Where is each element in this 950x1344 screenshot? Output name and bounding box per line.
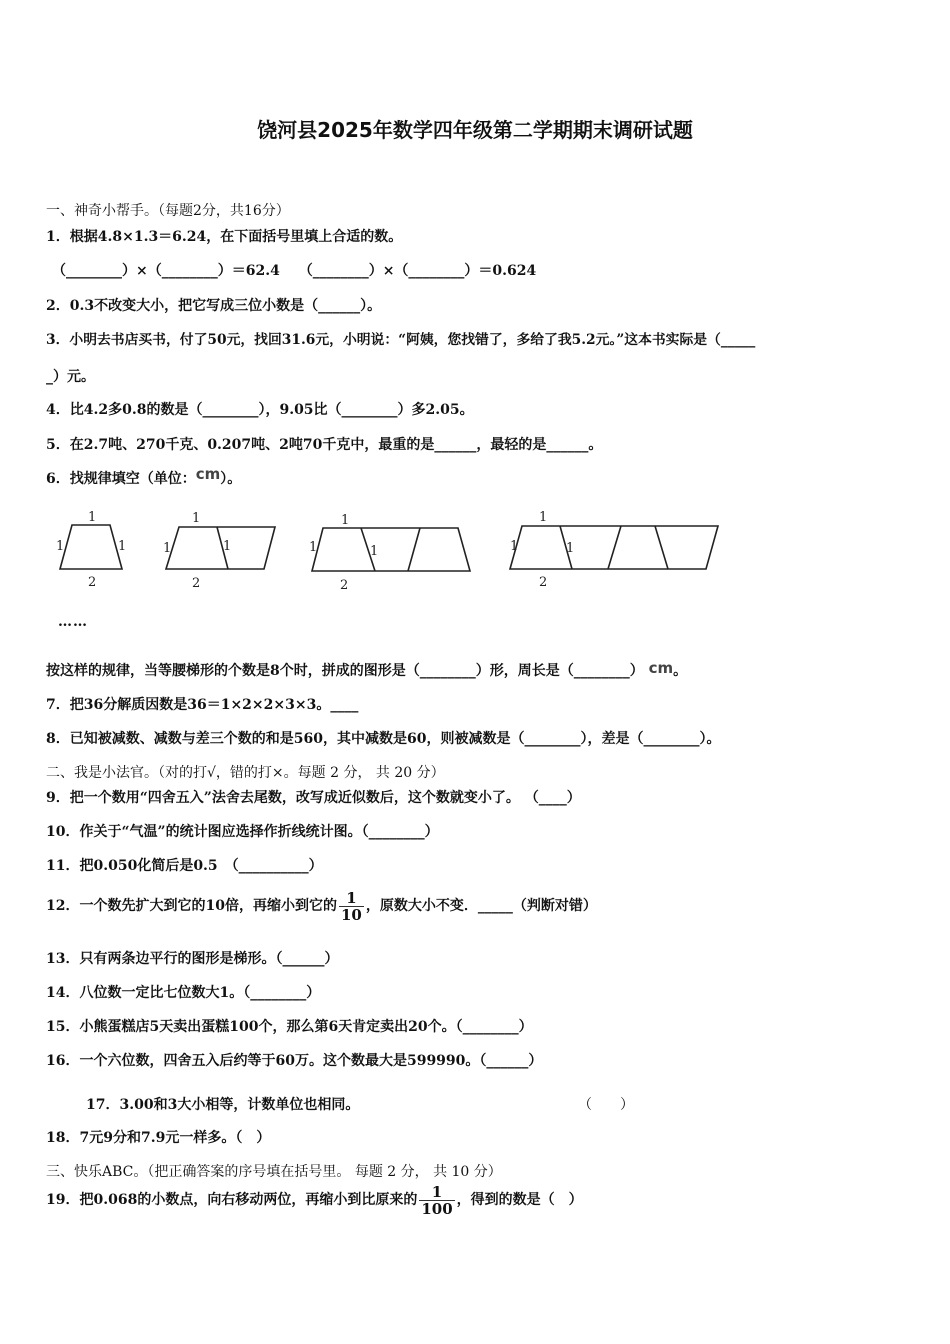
question-19 — [46, 1180, 583, 1220]
question-17-answer-paren: （ ） — [578, 1097, 634, 1113]
question-7: 7．把36分解质因数是36＝1×2×2×3×3。____ — [46, 697, 359, 713]
question-13: 13．只有两条边平行的图形是梯形。（______） — [46, 951, 339, 967]
trapezoid-figure-3 — [312, 528, 470, 571]
trapezoid-pattern-figure — [50, 505, 730, 600]
trapezoid-figure-2 — [166, 527, 275, 569]
label-top-1: 1 — [88, 510, 97, 525]
question-16: 16．一个六位数，四舍五入后约等于60万。这个数最大是599990。（______） — [46, 1053, 543, 1069]
label-bottom-3: 2 — [340, 578, 349, 593]
label-bottom-4: 2 — [539, 575, 548, 590]
question-4: 4．比4.2多0.8的数是（________），9.05比（________）多2.05。 — [46, 402, 474, 418]
continuation-dots: …… — [58, 614, 88, 630]
label-side-4b: 1 — [566, 541, 575, 556]
question-6-follow-up-text: 按这样的规律，当等腰梯形的个数是8个时，拼成的图形是（________）形，周长是（________） — [46, 663, 644, 679]
trapezoid-figure-4 — [510, 526, 718, 569]
question-6-text: 6．找规律填空（单位： — [46, 471, 196, 487]
question-12 — [46, 886, 597, 926]
question-2: 2．0.3不改变大小，把它写成三位小数是（______）。 — [46, 298, 382, 314]
page-title: 饶河县2025年数学四年级第二学期期末调研试题 — [257, 118, 693, 142]
fraction-denominator: 10 — [340, 905, 362, 924]
label-side-1a: 1 — [56, 539, 65, 554]
section-heading-3: 三、快乐ABC。（把正确答案的序号填在括号里。 每题 2 分， 共 10 分） — [46, 1164, 502, 1180]
section-heading-1: 一、神奇小帮手。（每题2分，共16分） — [46, 203, 290, 219]
question-19-end: ，得到的数是（ ） — [456, 1192, 583, 1208]
label-top-4: 1 — [539, 510, 548, 525]
question-1-blanks: （________）×（________）＝62.4 （________）×（________）＝0.624 — [52, 263, 537, 279]
question-12-end: ，原数大小不变．_____（判断对错） — [365, 898, 597, 914]
question-15: 15．小熊蛋糕店5天卖出蛋糕100个，那么第6天肯定卖出20个。（________） — [46, 1019, 533, 1035]
question-6-follow-up — [46, 660, 687, 681]
label-bottom-1: 2 — [88, 575, 97, 590]
question-12-text: 12．一个数先扩大到它的10倍，再缩小到它的 — [46, 898, 337, 914]
question-8: 8．已知被减数、减数与差三个数的和是560，其中减数是60，则被减数是（________），差是（________）。 — [46, 731, 721, 747]
fraction-numerator: 1 — [419, 1184, 454, 1201]
section-heading-2: 二、我是小法官。（对的打√，错的打×。每题 2 分， 共 20 分） — [46, 765, 445, 781]
question-3: 3．小明去书店买书，付了50元，找回31.6元，小明说：“阿姨，您找错了，多给了我5.2元。”这本书实际是（_____ — [46, 332, 756, 348]
question-17: 17．3.00和3大小相等，计数单位也相同。 — [86, 1097, 360, 1113]
question-10: 10．作关于“气温”的统计图应选择作折线统计图。（________） — [46, 824, 439, 840]
label-side-2a: 1 — [163, 541, 172, 556]
label-side-3a: 1 — [309, 540, 318, 555]
label-side-4a: 1 — [510, 539, 519, 554]
fraction-denominator: 100 — [421, 1199, 453, 1218]
question-14: 14．八位数一定比七位数大1。（________） — [46, 985, 321, 1001]
label-side-3b: 1 — [370, 544, 379, 559]
label-top-2: 1 — [192, 511, 201, 526]
label-bottom-2: 2 — [192, 576, 201, 591]
question-3-continued: _）元。 — [46, 369, 95, 385]
fraction-one-tenth — [339, 890, 364, 923]
question-6-follow-up-end: 。 — [673, 663, 688, 679]
question-6-end: ）。 — [220, 471, 242, 487]
question-5: 5．在2.7吨、270千克、0.207吨、2吨70千克中，最重的是______，最轻的是______。 — [46, 437, 603, 453]
label-top-3: 1 — [341, 513, 350, 528]
label-side-1b: 1 — [118, 539, 127, 554]
unit-cm-2: cm — [648, 659, 674, 677]
question-19-text: 19．把0.068的小数点，向右移动两位，再缩小到比原来的 — [46, 1192, 418, 1208]
question-6 — [46, 465, 242, 489]
question-9: 9．把一个数用“四舍五入”法舍去尾数，改写成近似数后，这个数就变小了。 （____） — [46, 790, 581, 806]
fraction-one-hundredth — [419, 1184, 454, 1217]
fraction-numerator: 1 — [339, 890, 364, 907]
label-side-2b: 1 — [223, 539, 232, 554]
trapezoid-figure-1 — [60, 525, 122, 569]
unit-cm: cm — [195, 465, 221, 483]
question-1: 1．根据4.8×1.3＝6.24，在下面括号里填上合适的数。 — [46, 229, 403, 245]
question-18: 18．7元9分和7.9元一样多。（ ） — [46, 1130, 271, 1146]
question-11: 11．把0.050化简后是0.5 （__________） — [46, 858, 323, 874]
